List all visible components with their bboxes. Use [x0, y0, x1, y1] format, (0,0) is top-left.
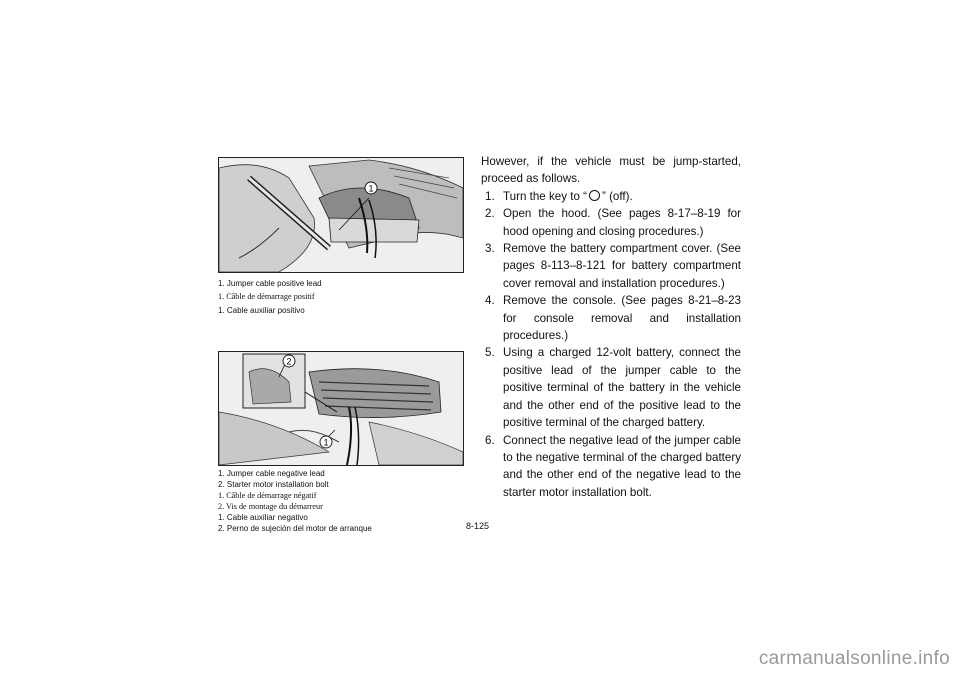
caption-line: 1. Cable auxiliar negativo: [218, 513, 308, 522]
figure1-caption-fr: [218, 292, 468, 303]
step-text: Connect the negative lead of the jumper cable to the negative terminal of the charged battery and the other end of the negative lead to the starter motor installation bolt.: [503, 433, 741, 499]
figure-negative-lead-illustration: [218, 351, 464, 466]
step-item: [481, 240, 741, 292]
step-text: Remove the console. (See pages 8-21–8-23 for console removal and installation procedures.): [503, 294, 741, 343]
instruction-text: [481, 153, 741, 501]
step-text: Open the hood. (See pages 8-17–8-19 for hood opening and closing procedures.): [503, 207, 741, 238]
caption-line: 2. Perno de sujeción del motor de arranque: [218, 523, 372, 533]
step-item: [481, 432, 741, 502]
step-text: Remove the battery compartment cover. (See pages 8-113–8-121 for battery compartment cover removal and installation procedures.): [503, 242, 741, 290]
step-text: Turn the key to “: [503, 189, 587, 203]
step-number: 2.: [485, 207, 495, 221]
step-item: [481, 205, 741, 240]
watermark: carmanualsonline.info: [758, 648, 950, 669]
step-number: 6.: [485, 433, 495, 447]
step-number: 3.: [485, 242, 495, 256]
caption-line: 1. Jumper cable positive lead: [218, 279, 322, 288]
engine-bay-illustration-1: [219, 158, 463, 272]
figure-positive-lead-illustration: [218, 157, 464, 273]
step-item: [481, 188, 741, 205]
step-number: 1.: [485, 189, 495, 203]
step-item: [481, 292, 741, 344]
figure1-caption-en: [218, 279, 468, 290]
step-number: 5.: [485, 346, 495, 360]
step-list: [481, 188, 741, 501]
step-number: 4.: [485, 294, 495, 308]
step-text: ” (off).: [601, 189, 633, 203]
step-text: Using a charged 12-volt battery, connect the positive lead of the jumper cable to the positive terminal of the battery in the vehicle and the other end of the positive lead to the positive terminal of the charged battery.: [503, 346, 741, 430]
engine-bay-illustration-2: [219, 352, 463, 465]
step-item: [481, 344, 741, 431]
figure2-caption-es: [218, 513, 468, 534]
figure1-caption-es: [218, 306, 468, 317]
figure2-caption-fr: [218, 491, 468, 512]
caption-line: 1. Jumper cable negative lead: [218, 469, 325, 478]
callout-1: 1: [368, 183, 374, 194]
caption-line: 2. Starter motor installation bolt: [218, 479, 329, 489]
intro-paragraph: However, if the vehicle must be jump-started, proceed as follows.: [481, 155, 741, 186]
caption-line: 2. Vis de montage du démarreur: [218, 501, 323, 511]
caption-line: 1. Câble de démarrage négatif: [218, 491, 317, 500]
figure2-caption-en: [218, 469, 468, 490]
callout-2: 2: [286, 356, 292, 367]
caption-line: 1. Cable auxiliar positivo: [218, 306, 305, 315]
caption-line: 1. Câble de démarrage positif: [218, 292, 315, 301]
callout-1: 1: [323, 437, 329, 448]
page-number: 8-125: [466, 521, 490, 531]
off-key-position-icon: [589, 190, 600, 201]
